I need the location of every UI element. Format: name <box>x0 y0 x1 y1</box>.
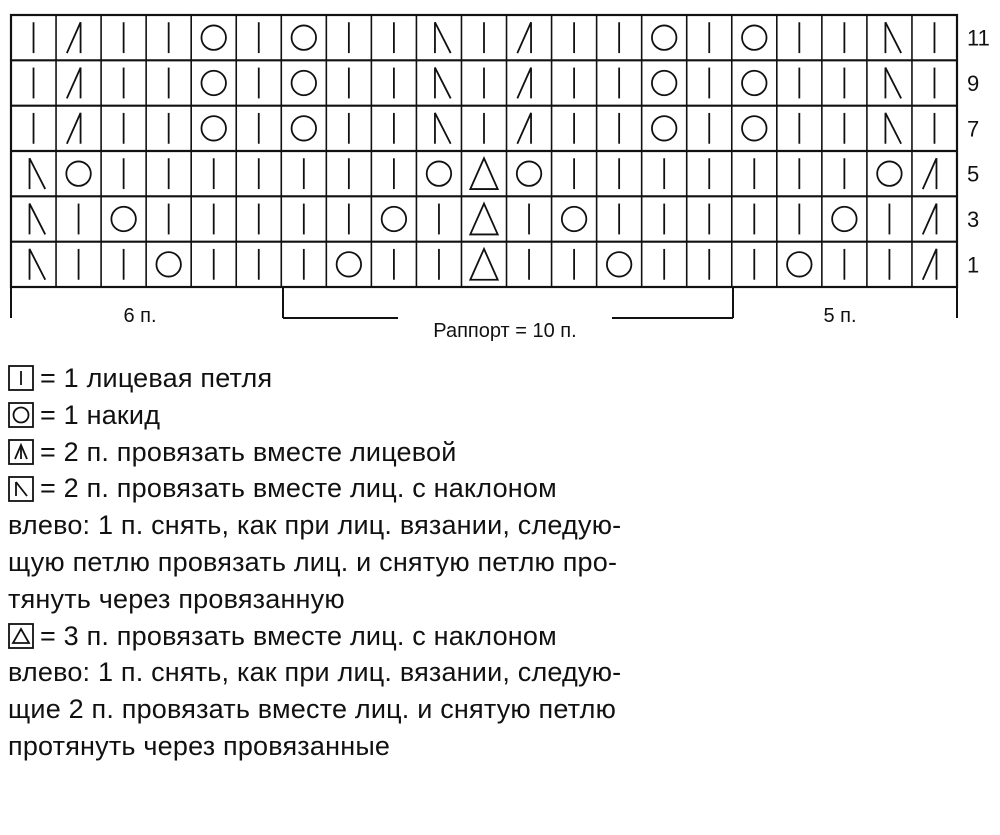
legend-sk2p-line-3 <box>8 691 748 728</box>
repeat-brackets <box>11 287 957 342</box>
label-right-stitches: 5 п. <box>823 305 857 327</box>
legend-ssk-text-3: щую петлю провязать лиц. и снятую петлю про- <box>8 546 618 577</box>
legend-ssk-line-3 <box>8 544 748 581</box>
legend-ssk-line-4 <box>8 581 748 618</box>
knit-symbol-icon <box>8 365 34 391</box>
legend <box>8 360 748 765</box>
legend-sk2p-line-2 <box>8 654 748 691</box>
row-number-label: 9 <box>967 71 980 96</box>
legend-sk2p-text-3: щие 2 п. провязать вместе лиц. и снятую петлю <box>8 694 617 725</box>
legend-ssk-text-4: тянуть через провязанную <box>8 583 345 614</box>
chart-grid <box>11 15 957 287</box>
row-number-label: 7 <box>967 116 980 142</box>
legend-sk2p-line-4 <box>8 728 748 765</box>
ssk-symbol-icon <box>8 476 34 502</box>
legend-ssk-text-1: = 2 п. провязать вместе лиц. с наклоном <box>40 473 557 504</box>
row-number-label: 1 <box>967 252 980 278</box>
legend-sk2p-text-4: протянуть через провязанные <box>8 730 391 761</box>
row-number-label: 11 <box>967 25 990 51</box>
legend-ssk-text-2: влево: 1 п. снять, как при лиц. вязании, следую- <box>8 510 622 541</box>
legend-sk2p-text-1: = 3 п. провязать вместе лиц. с наклоном <box>40 620 557 651</box>
sk2p-symbol-icon <box>8 623 34 649</box>
legend-yarn-over-text: = 1 накид <box>40 399 161 430</box>
legend-k2tog-text: = 2 п. провязать вместе лицевой <box>40 436 457 467</box>
legend-sk2p-text-2: влево: 1 п. снять, как при лиц. вязании, следую- <box>8 657 622 688</box>
row-numbers <box>967 26 990 278</box>
k2tog-symbol-icon <box>8 439 34 465</box>
legend-k2tog <box>8 434 748 471</box>
legend-sk2p <box>8 618 748 655</box>
label-left-stitches: 6 п. <box>123 305 157 327</box>
knitting-chart <box>0 0 1000 360</box>
row-number-label: 5 <box>967 161 980 187</box>
legend-knit-text: = 1 лицевая петля <box>40 363 273 393</box>
yarn-over-symbol-icon <box>8 402 34 428</box>
legend-knit <box>8 360 748 397</box>
row-number-label: 3 <box>967 207 980 232</box>
label-repeat: Раппорт = 10 п. <box>433 320 577 342</box>
legend-yarn-over <box>8 397 748 434</box>
legend-ssk <box>8 470 748 507</box>
legend-ssk-line-2 <box>8 507 748 544</box>
